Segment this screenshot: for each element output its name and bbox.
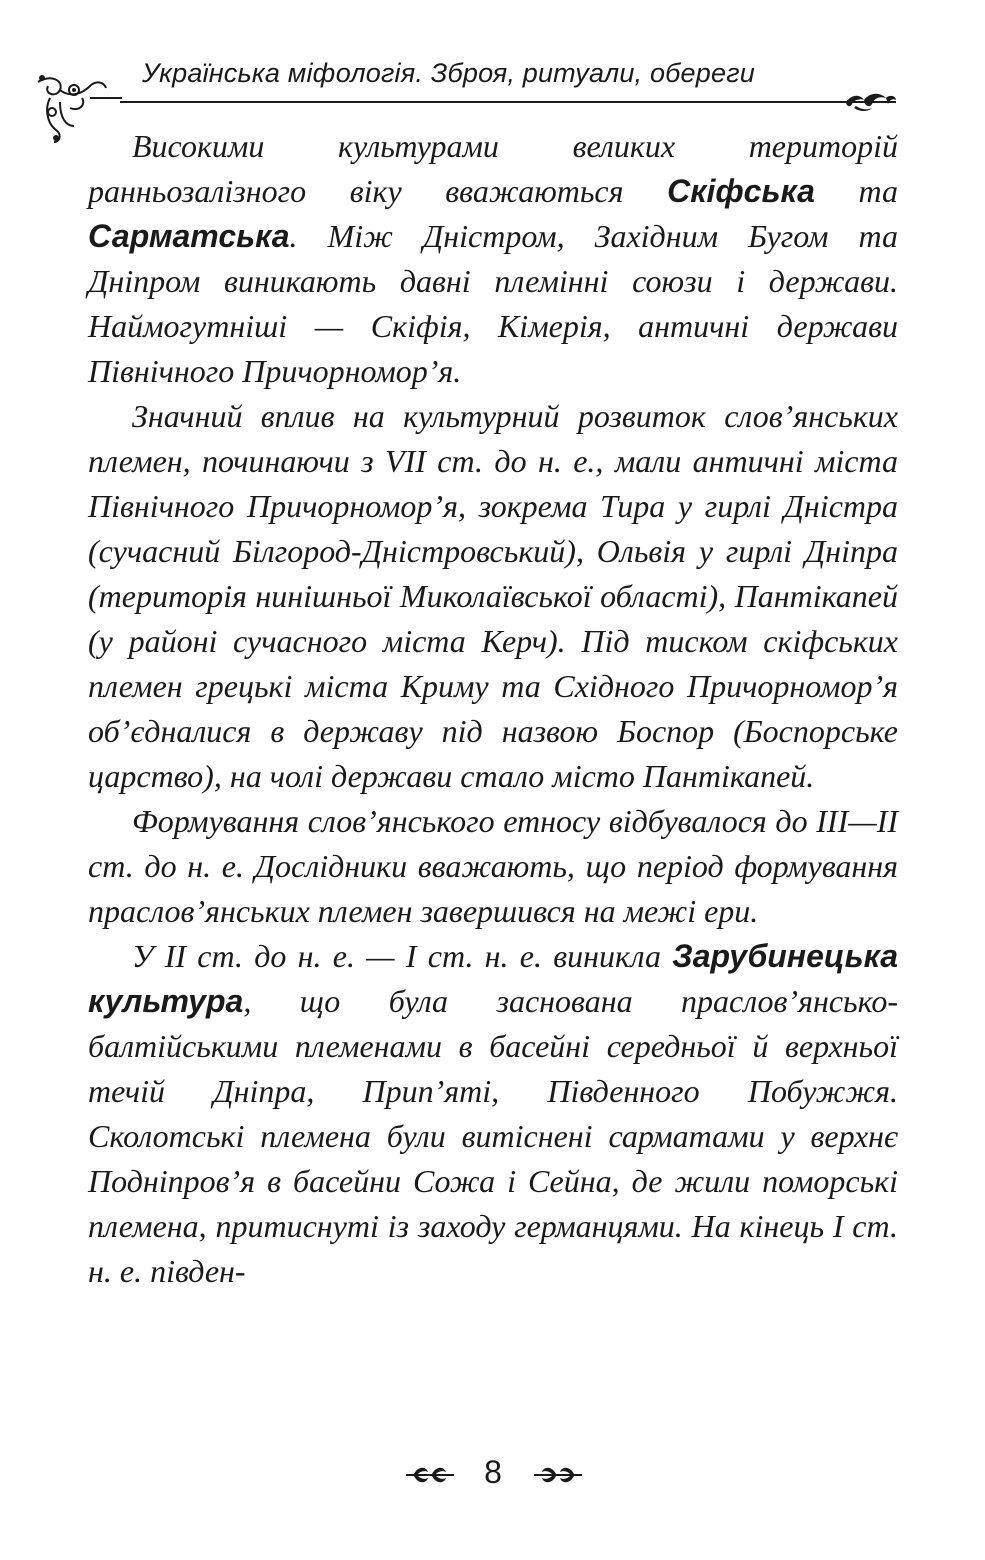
paragraph: Значний вплив на культурний розвиток слов’янських племен, починаючи з VII ст. до н. е., мали античні міста Північного Причорномор’я, зокрема Тира у гирлі Дністра (сучасний Білгород-Дністровський), Ольвія у гирлі Дніпра (територія нинішньої Миколаївської області), Пантікапей (у районі сучасного міста Керч). Під тиском скіфських племен грецькі міста Криму та Східного Причорномор’я об’єдналися в державу під назвою Боспор (Боспорське царство), на чолі держави стало місто Пантікапей. xyxy=(88,398,898,794)
header-flourish-ornament xyxy=(842,86,900,116)
bold-term: Сарматська xyxy=(88,218,290,254)
paragraph xyxy=(88,124,898,394)
paragraph-text: та xyxy=(814,173,899,209)
paragraph-text: , що була заснована праслов’янсько-балтійськими племенами в басейні середньої й верхньої течій Дніпра, Прип’яті, Південного Побужжя. Сколотські племена були витіснені сарматами у верхнє Подніпров’я в басейни Сожа і Сейна, де жили поморські племена, притиснуті із заходу германцями. На кінець I ст. н. е. півден- xyxy=(88,983,898,1289)
running-header-title: Українська міфологія. Зброя, ритуали, обереги xyxy=(142,58,755,88)
page-number: 8 xyxy=(484,1454,502,1490)
paragraph-text: Високими культурами великих територій ранньозалізного віку вважаються xyxy=(88,128,898,209)
paragraph-text: У II ст. до н. е. — I ст. н. е. виникла xyxy=(132,938,673,974)
main-text-column xyxy=(88,124,898,1294)
paragraph: Формування слов’янського етносу відбувалося до III—II ст. до н. е. Дослідники вважають, що період формування праслов’янських племен завершився на межі ери. xyxy=(88,803,898,929)
header-rule xyxy=(120,101,896,103)
bold-term: Зарубинецька культура xyxy=(88,938,898,1019)
paragraph xyxy=(88,934,898,1294)
footer-left-flourish-ornament xyxy=(404,1462,460,1486)
footer-right-flourish-ornament xyxy=(528,1462,584,1486)
bold-term: Скіфська xyxy=(667,173,815,209)
paragraph-text: . Між Дністром, Західним Бугом та Дніпром виникають давні племінні союзи і держави. Наймогутніші — Скіфія, Кімерія, античні держави Північного Причорномор’я. xyxy=(88,218,898,389)
